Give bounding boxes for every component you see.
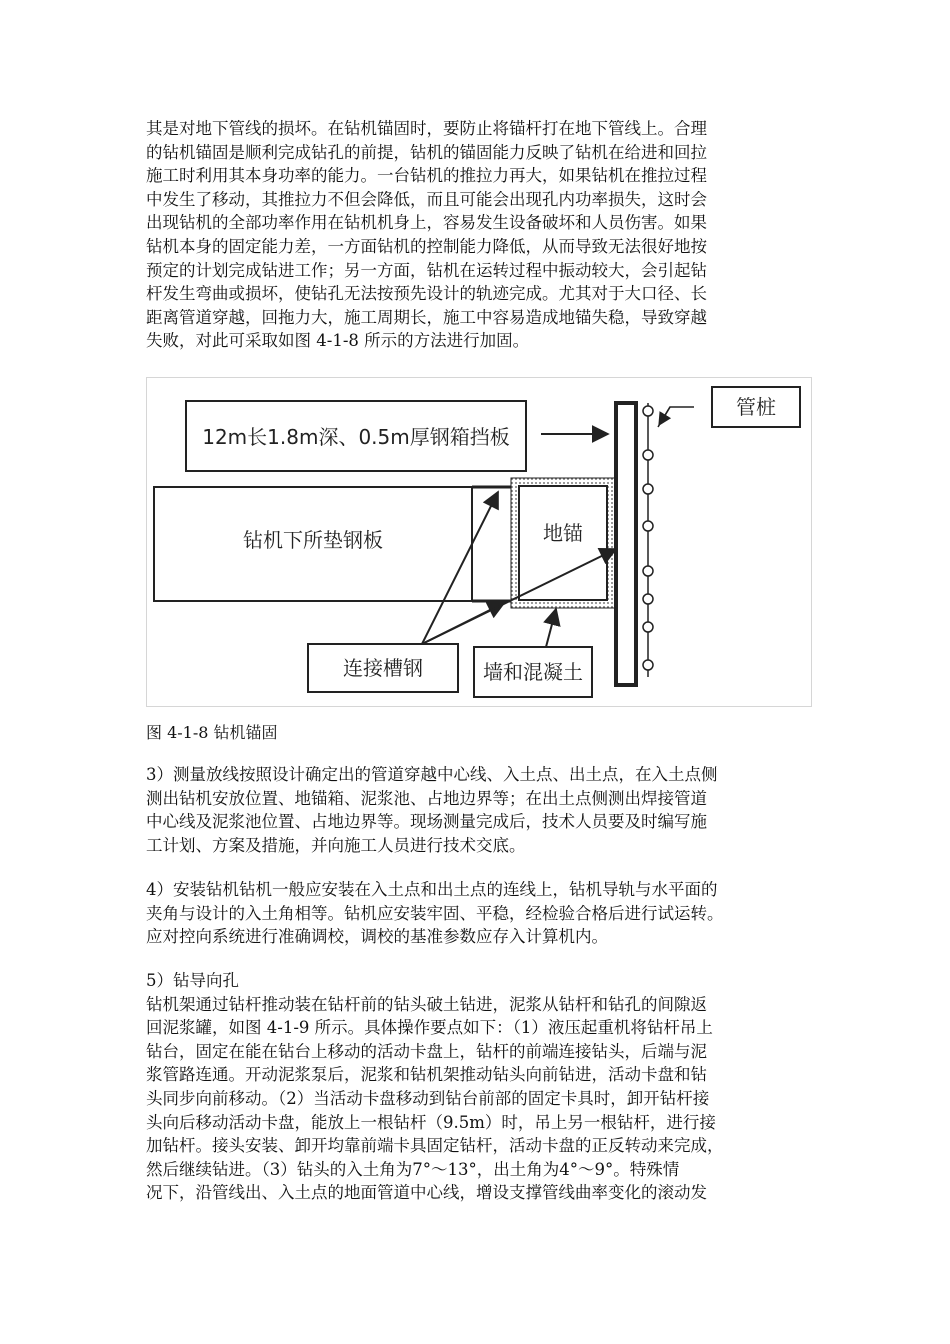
channel-label: 连接槽钢 <box>343 656 423 680</box>
text-line: 应对控向系统进行准确调校，调校的基准参数应存入计算机内。 <box>146 927 608 947</box>
pile-circle <box>643 450 653 460</box>
section-heading: 5）钻导向孔 <box>146 971 239 990</box>
paragraph-install-drill <box>146 878 816 949</box>
text-line: 中发生了移动，其推拉力不但会降低，而且可能会出现孔内功率损失，这时会 <box>146 189 707 209</box>
text-line: 浆管路连通。开动泥浆泵后，泥浆和钻机架推动钻头向前钻进，活动卡盘和钻 <box>146 1065 707 1085</box>
paragraph-pilot-hole <box>146 969 816 1205</box>
ground-anchor-label: 地锚 <box>543 521 583 545</box>
text-line: 钻机架通过钻杆推动装在钻杆前的钻头破土钻进，泥浆从钻杆和钻孔的间隙返 <box>146 994 707 1014</box>
text-line: 加钻杆。接头安装、卸开均靠前端卡具固定钻杆，活动卡盘的正反转动来完成， <box>146 1136 724 1156</box>
diagram-svg <box>146 377 812 707</box>
text-line: 工计划、方案及措施，并向施工人员进行技术交底。 <box>146 835 526 855</box>
concrete-arrow <box>546 609 556 647</box>
text-line: 3）测量放线按照设计确定出的管道穿越中心线、入土点、出土点，在入土点侧 <box>146 765 718 784</box>
text-line: 杆发生弯曲或损坏，使钻孔无法按预先设计的轨迹完成。尤其对于大口径、长 <box>146 284 707 304</box>
pile-label: 管桩 <box>736 395 776 419</box>
text-line: 况下，沿管线出、入土点的地面管道中心线，增设支撑管线曲率变化的滚动发 <box>146 1183 707 1203</box>
figure-caption: 图 4-1-8 钻机锚固 <box>146 723 278 742</box>
text-line: 夹角与设计的入土角相等。钻机应安装牢固、平稳，经检验合格后进行试运转。 <box>146 903 724 923</box>
text-line: 中心线及泥浆池位置、占地边界等。现场测量完成后，技术人员要及时编写施 <box>146 812 707 832</box>
text-line: 的钻机锚固是顺利完成钻孔的前提，钻机的锚固能力反映了钻机在给进和回拉 <box>146 142 707 162</box>
text-line: 距离管道穿越，回拖力大，施工周期长，施工中容易造成地锚失稳，导致穿越 <box>146 307 707 327</box>
pile-circle <box>643 406 653 416</box>
text-line: 回泥浆罐，如图 4-1-9 所示。具体操作要点如下：（1）液压起重机将钻杆吊上 <box>146 1018 713 1038</box>
pile-circle <box>643 594 653 604</box>
text-line: 出现钻机的全部功率作用在钻机机身上，容易发生设备破坏和人员伤害。如果 <box>146 213 707 233</box>
baffle-label: 12m长1.8m深、0.5m厚钢箱挡板 <box>202 425 510 449</box>
paragraph-drill-anchoring <box>146 117 816 353</box>
text-line: 其是对地下管线的损坏。在钻机锚固时，要防止将锚杆打在地下管线上。合理 <box>146 119 707 138</box>
steel-wall <box>616 403 636 685</box>
paragraph-survey-layout <box>146 763 816 857</box>
text-line: 头向后移动活动卡盘，能放上一根钻杆（9.5m）时，吊上另一根钻杆，进行接 <box>146 1112 716 1132</box>
text-line: 4）安装钻机钻机一般应安装在入土点和出土点的连线上，钻机导轨与水平面的 <box>146 880 718 899</box>
pile-circle <box>643 566 653 576</box>
pile-circle <box>643 521 653 531</box>
text-line: 头同步向前移动。（2）当活动卡盘移动到钻台前部的固定卡具时，卸开钻杆接 <box>146 1088 710 1108</box>
text-line: 预定的计划完成钻进工作；另一方面，钻机在运转过程中振动较大，会引起钻 <box>146 260 707 280</box>
text-line: 施工时利用其本身功率的能力。一台钻机的推拉力再大，如果钻机在推拉过程 <box>146 166 707 186</box>
steel-plate-label: 钻机下所垫钢板 <box>243 528 383 552</box>
text-line: 钻机本身的固定能力差，一方面钻机的控制能力降低，从而导致无法很好地按 <box>146 236 707 256</box>
concrete-label: 墙和混凝土 <box>483 660 583 684</box>
text-line: 失败，对此可采取如图 4-1-8 所示的方法进行加固。 <box>146 331 530 351</box>
pile-circle <box>643 622 653 632</box>
text-line: 测出钻机安放位置、地锚箱、泥浆池、占地边界等；在出土点侧测出焊接管道 <box>146 788 707 808</box>
pile-circle <box>643 660 653 670</box>
drill-anchoring-diagram <box>146 377 812 707</box>
text-line: 钻台，固定在能在钻台上移动的活动卡盘上，钻杆的前端连接钻头，后端与泥 <box>146 1041 707 1061</box>
text-line: 然后继续钻进。（3）钻头的入土角为7°～13°，出土角为4°～9°。特殊情 <box>146 1159 680 1179</box>
pile-circle <box>643 484 653 494</box>
pile-pointer-arrow <box>659 407 670 425</box>
